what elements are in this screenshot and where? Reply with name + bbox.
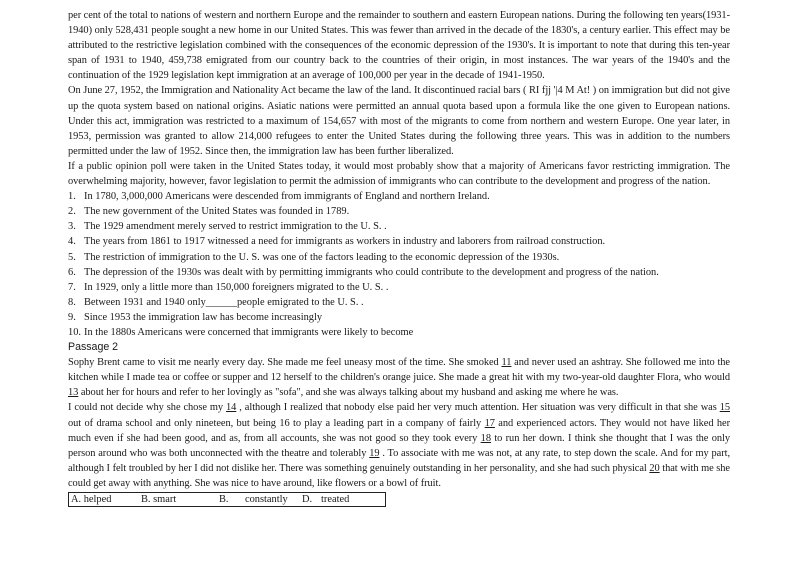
blank-11: 11 bbox=[501, 357, 512, 369]
blank-20: 20 bbox=[649, 462, 660, 474]
statement-text: Since 1953 the immigration law has become increasingly bbox=[84, 311, 323, 323]
document-page bbox=[68, 8, 730, 507]
option-c: constantly bbox=[245, 494, 288, 505]
option-d: treated bbox=[321, 494, 350, 505]
text-run: . To associate with me was not, at any rate, to step down the scale. And for my part, although I felt troubled by her I did not dislike her. There was something genuinely outstanding in her personality, and she had such physical bbox=[68, 447, 731, 474]
statement-number: 3. bbox=[68, 221, 76, 233]
statement-item bbox=[68, 295, 730, 310]
text-run: to run her down. I think she thought that I was the only person around who was both unconnected with the theatre and tolerably bbox=[68, 432, 730, 459]
statement-text: In the 1880s Americans were concerned that immigrants were likely to become bbox=[84, 326, 414, 338]
blank-19: 19 bbox=[369, 447, 380, 459]
blank-15: 15 bbox=[719, 402, 730, 414]
statement-text: In 1780, 3,000,000 Americans were descended from immigrants of England and northern Ireland. bbox=[84, 191, 490, 203]
statement-item bbox=[68, 280, 730, 295]
statement-item bbox=[68, 265, 730, 280]
passage2-paragraph-1 bbox=[68, 355, 730, 400]
blank-17: 17 bbox=[484, 417, 495, 429]
option-a: A. helped bbox=[71, 494, 112, 505]
option-d-letter: D. bbox=[302, 494, 313, 505]
text-run: and never used an ashtray. She followed me into the kitchen while I made tea or coffee or supper and 12 herself to the children's orange juice. She made a great hit with my two-year-old daughter Flora, who would bbox=[68, 357, 730, 384]
statement-text: In 1929, only a little more than 150,000 foreigners migrated to the U. S. . bbox=[84, 281, 389, 293]
option-b: B. smart bbox=[141, 494, 177, 505]
passage2-heading: Passage 2 bbox=[68, 341, 119, 354]
statement-number: 1. bbox=[68, 191, 76, 203]
statement-item bbox=[68, 204, 730, 219]
statement-number: 2. bbox=[68, 206, 76, 218]
text-run: about her for hours and refer to her lovingly as "sofa", and she was always talking about my husband and asking me where he was. bbox=[78, 387, 619, 399]
statement-number: 10. bbox=[68, 326, 81, 338]
passage1-paragraph-1: per cent of the total to nations of western and northern Europe and the remainder to southern and eastern European nations. During the following ten years(1931-1940) only 528,431 people sought a new home in our United States. This was fewer than arrived in the decade of the 1830's, a century earlier. This effect may be attributed to the restrictive legislation combined with the consequences of the economic depression of the 1930's. It is important to note that during this ten-year span of 1931 to 1940, 459,738 emigrated from our country back to the countries of their origin, in most instances. The war years of the 1940's and the continuation of the 1929 legislation kept immigration at an average of 100,000 per year in the decade of 1941-1950. bbox=[68, 10, 730, 82]
statement-item bbox=[68, 325, 730, 340]
text-run: , although I realized that nobody else paid her very much attention. Her situation was very difficult in that she was bbox=[236, 402, 720, 414]
passage1-paragraph-3: If a public opinion poll were taken in the United States today, it would most probably show that a majority of Americans favor restricting immigration. The overwhelming majority, however, favor legislation to permit the admission of immigrants who can contribute to the development and progress of the nation. bbox=[68, 160, 730, 188]
passage1-paragraph-2: On June 27, 1952, the Immigration and Nationality Act became the law of the land. It discontinued racial bars ( RI fjj '|4 M At! ) on immigration but did not give up the quota system based on national origins. Asiatic nations were permitted an annual quota based upon a formula like the one given to European nations. Under this act, immigration was restricted to a maximum of 154,657 with most of the migrants to come from northern and western Europe. One year later, in 1953, permission was granted to allow 214,000 refugees to enter the United States during the following three years. This was in addition to the numbers permitted under the law of 1952. Since then, the immigration law has been further liberalized. bbox=[68, 85, 730, 157]
statement-item bbox=[68, 310, 730, 325]
statement-number: 7. bbox=[68, 281, 76, 293]
statement-list bbox=[68, 189, 730, 340]
blank-13: 13 bbox=[68, 387, 79, 399]
text-run: I could not decide why she chose my bbox=[68, 402, 227, 414]
statement-number: 8. bbox=[68, 296, 76, 308]
statement-item bbox=[68, 234, 730, 249]
text-run: Sophy Brent came to visit me nearly every day. She made me feel uneasy most of the time. She smoked bbox=[68, 357, 502, 369]
statement-number: 5. bbox=[68, 251, 76, 263]
statement-item bbox=[68, 189, 730, 204]
statement-text: The new government of the United States was founded in 1789. bbox=[84, 206, 350, 218]
statement-item bbox=[68, 250, 730, 265]
statement-text: The 1929 amendment merely served to restrict immigration to the U. S. . bbox=[84, 221, 387, 233]
statement-text: Between 1931 and 1940 only______people emigrated to the U. S. . bbox=[84, 296, 364, 308]
statement-number: 4. bbox=[68, 236, 76, 248]
blank-18: 18 bbox=[480, 432, 491, 444]
text-run: and experienced actors. They would not have liked her much even if she had been good, and as, from all accounts, she was not good so they took every bbox=[68, 417, 730, 444]
statement-text: The restriction of immigration to the U. S. was one of the factors leading to the economic depression of the 1930s. bbox=[84, 251, 560, 263]
statement-number: 9. bbox=[68, 311, 76, 323]
blank-14: 14 bbox=[226, 402, 237, 414]
text-run: that with me she could get away with anything. She was nice to have around, like flowers or a bowl of fruit. bbox=[68, 462, 730, 489]
option-c-letter: B. bbox=[219, 494, 229, 505]
text-run: out of drama school and only nineteen, but being 16 to play a leading part in a company of fairly bbox=[68, 417, 485, 429]
passage2-paragraph-2 bbox=[68, 400, 730, 491]
statement-text: The years from 1861 to 1917 witnessed a need for immigrants as workers in industry and laborers from railroad construction. bbox=[84, 236, 606, 248]
statement-number: 6. bbox=[68, 266, 76, 278]
statement-item bbox=[68, 219, 730, 234]
statement-text: The depression of the 1930s was dealt with by permitting immigrants who could contribute to the development and progress of the nation. bbox=[84, 266, 659, 278]
answer-options-box bbox=[68, 492, 386, 507]
